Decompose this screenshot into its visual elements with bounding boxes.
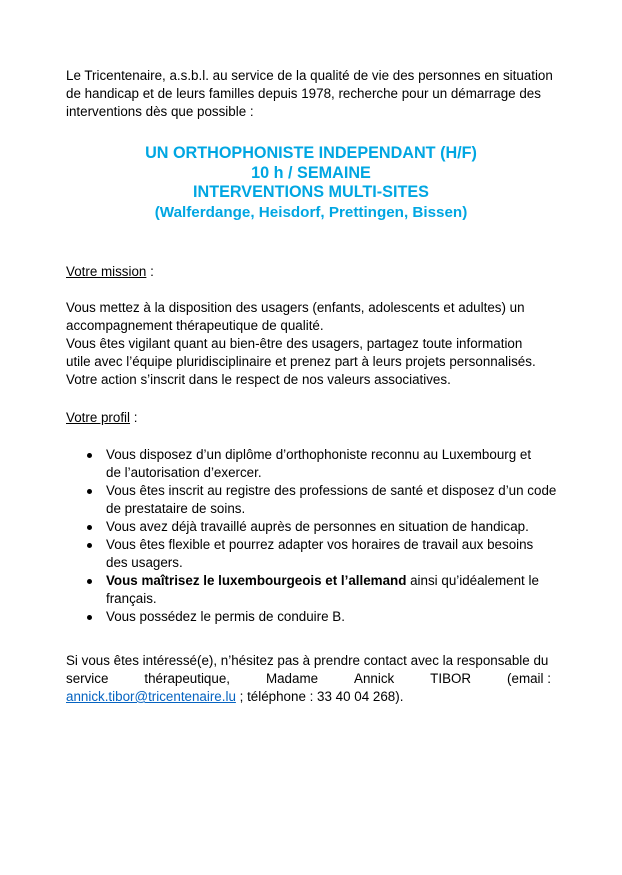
intro-line-3: interventions dès que possible : [66, 104, 254, 119]
list-item-line: de l’autorisation d’exercer. [106, 465, 262, 480]
job-sites-heading: INTERVENTIONS MULTI-SITES [193, 183, 429, 201]
list-item-line: Vous disposez d’un diplôme d’orthophoniste reconnu au Luxembourg et [106, 447, 532, 462]
list-item-line: français. [106, 591, 157, 606]
list-item [86, 572, 552, 608]
list-item-line: de prestataire de soins. [106, 501, 246, 516]
contact-word: thérapeutique, [144, 671, 230, 686]
profil-list [86, 446, 557, 626]
intro-line-1: Le Tricentenaire, a.s.b.l. au service de la qualité de vie des personnes en situation [66, 68, 553, 83]
contact-word: Madame [265, 671, 319, 686]
intro-line-2: de handicap et de leurs familles depuis 1978, recherche pour un démarrage des [66, 86, 541, 101]
email-link[interactable]: annick.tibor@tricentenaire.lu [66, 689, 236, 704]
contact-word: TIBOR [430, 671, 472, 686]
mission-heading [66, 263, 154, 281]
contact-paragraph [66, 652, 551, 706]
mission-p2-line-3: Votre action s’inscrit dans le respect de nos valeurs associatives. [66, 372, 451, 387]
list-item-line: des usagers. [106, 555, 183, 570]
list-item-line: Vous possédez le permis de conduire B. [106, 609, 345, 624]
job-sites-list: (Walferdange, Heisdorf, Prettingen, Bissen) [154, 203, 468, 221]
mission-p1-line-1: Vous mettez à la disposition des usagers (enfants, adolescents et adultes) un [66, 300, 525, 315]
mission-p2-line-2: utile avec l’équipe pluridisciplinaire et prenez part à leurs projets personnalisés. [66, 354, 536, 369]
contact-line-3 [66, 688, 551, 706]
intro-paragraph [66, 67, 551, 121]
profil-heading [66, 409, 137, 427]
mission-p1-line-2: accompagnement thérapeutique de qualité. [66, 318, 324, 333]
list-item [86, 482, 557, 518]
list-item [86, 518, 552, 536]
contact-line-1: Si vous êtes intéressé(e), n’hésitez pas à prendre contact avec la responsable du [66, 653, 549, 668]
mission-heading-text: Votre mission [66, 264, 147, 279]
job-hours: 10 h / SEMAINE [251, 163, 371, 182]
job-title: UN ORTHOPHONISTE INDEPENDANT (H/F) [145, 144, 477, 162]
profil-heading-text: Votre profil [66, 410, 131, 425]
languages-bold: Vous maîtrisez le luxembourgeois et l’allemand [106, 573, 407, 588]
phone-text: ; téléphone : 33 40 04 268). [235, 689, 404, 704]
contact-word: (email : [507, 671, 551, 686]
contact-word: Annick [354, 671, 395, 686]
list-item-line [106, 572, 552, 590]
mission-paragraph-1 [66, 299, 551, 389]
mission-heading-colon: : [146, 264, 154, 279]
list-item [86, 446, 552, 482]
profil-heading-colon: : [130, 410, 138, 425]
languages-rest: ainsi qu’idéalement le [406, 573, 539, 588]
list-item [86, 608, 552, 626]
contact-word: service [66, 671, 109, 686]
contact-line-2 [66, 670, 551, 688]
list-item [86, 536, 552, 572]
list-item-line: Vous êtes inscrit au registre des professions de santé et disposez d’un code [106, 483, 557, 498]
list-item-line: Vous êtes flexible et pourrez adapter vos horaires de travail aux besoins [106, 537, 534, 552]
mission-p2-line-1: Vous êtes vigilant quant au bien-être des usagers, partagez toute information [66, 336, 523, 351]
list-item-line: Vous avez déjà travaillé auprès de personnes en situation de handicap. [106, 519, 529, 534]
job-title-block [0, 144, 622, 222]
